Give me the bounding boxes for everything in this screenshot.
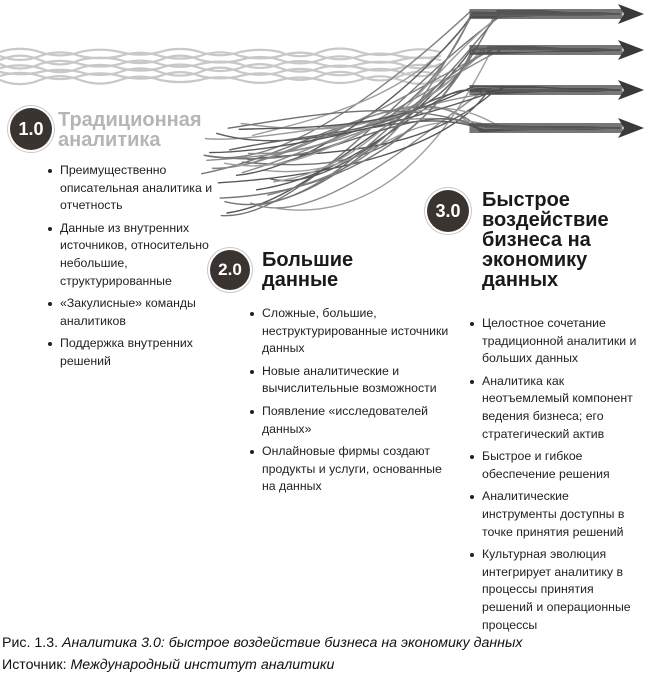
stage-3-title: Быстрое воздействие бизнеса на экономику данных — [482, 189, 609, 291]
faint-line — [0, 56, 440, 65]
stage-3-bullet: Аналитические инструменты доступны в точке принятия решений — [468, 488, 646, 541]
stage-2-bullet: Сложные, большие, неструктурированные источники данных — [248, 305, 458, 358]
stage-1-bullets — [46, 162, 216, 376]
stage-3-badge: 3.0 — [427, 190, 469, 232]
flow-line — [220, 48, 620, 198]
stage-2-bullet: Появление «исследователей данных» — [248, 403, 458, 438]
stage-2-badge: 2.0 — [210, 250, 250, 290]
big-data-lines — [202, 10, 620, 216]
stage-2-bullet: Онлайновые фирмы создают продукты и услуги, основанные на данных — [248, 443, 458, 496]
stage-3-bullets — [468, 315, 646, 639]
caption-source-line — [2, 654, 648, 676]
stage-1-badge: 1.0 — [10, 108, 52, 150]
stage-1-bullet: Данные из внутренних источников, относительно небольшие, структурированные — [46, 220, 216, 290]
traditional-analytics-lines — [0, 49, 440, 85]
stage-1-bullet: Поддержка внутренних решений — [46, 335, 216, 370]
stage-3-bullet: Быстрое и гибкое обеспечение решения — [468, 448, 646, 483]
stage-2-bullets — [248, 305, 458, 501]
stage-2-bullet: Новые аналитические и вычислительные возможности — [248, 363, 458, 398]
caption-title-line — [2, 632, 648, 654]
caption-source-label: Источник: — [2, 657, 67, 673]
figure-caption — [2, 632, 648, 676]
stage-2-title: Большие данные — [262, 249, 354, 291]
stage-1-title: Традиционная аналитика — [58, 109, 202, 151]
arrowheads — [618, 4, 644, 138]
stage-3-bullet: Целостное сочетание традиционной аналитики и больших данных — [468, 315, 646, 368]
output-stream-lines — [470, 10, 622, 132]
stage-3-bullet: Аналитика как неотъемлемый компонент ведения бизнеса; его стратегический актив — [468, 373, 646, 443]
stage-3-bullet: Культурная эволюция интегрирует аналитику в процессы принятия решений и операционные процессы — [468, 546, 646, 634]
caption-source: Международный институт аналитики — [70, 657, 335, 673]
stage-1-bullet: «Закулисные» команды аналитиков — [46, 295, 216, 330]
caption-label: Рис. 1.3. — [2, 635, 59, 651]
stage-1-bullet: Преимущественно описательная аналитика и отчетность — [46, 162, 216, 215]
caption-title: Аналитика 3.0: быстрое воздействие бизнеса на экономику данных — [61, 635, 523, 651]
flow-line — [270, 50, 620, 181]
